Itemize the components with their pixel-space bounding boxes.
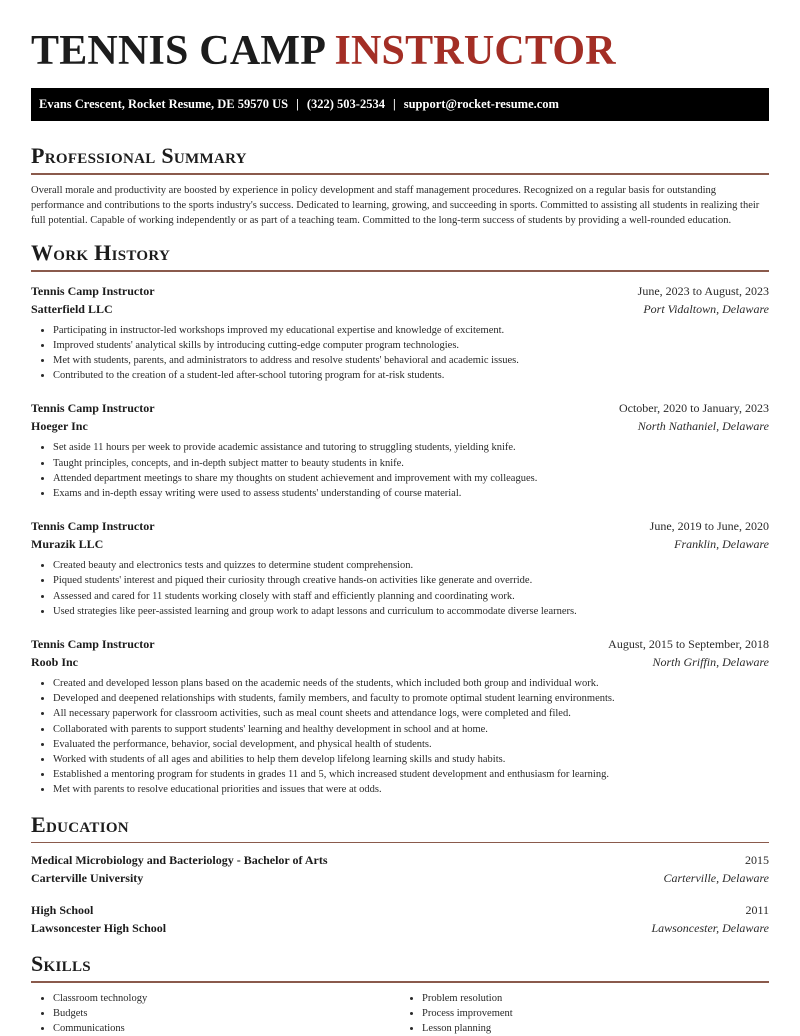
skills-list-left — [31, 991, 400, 1036]
list-item: • Taught principles, concepts, and in-depth subject matter to beauty students in knife. — [53, 456, 769, 471]
job-title: Tennis Camp Instructor — [31, 283, 155, 298]
job-bullets — [31, 323, 769, 384]
education-entry — [31, 851, 769, 887]
list-item: • Set aside 11 hours per week to provide academic assistance and tutoring to struggling students, yielding knife. — [53, 440, 769, 455]
summary-text: Overall morale and productivity are boosted by experience in policy development and staff management procedures. Recognized on a regular basis for outstanding performance and contributions to the sports industry's success. Dedicated to learning, growing, and succeeding in sports. Committed to assisting all students in realizing their full potential. Capable of working independently or as part of a teaching team. Committed to the long-term success of students by providing a well-rounded education. — [31, 184, 760, 226]
job-location: North Nathaniel, Delaware — [637, 419, 769, 434]
job-dates: June, 2023 to August, 2023 — [637, 283, 769, 298]
summary-heading: Professional Summary — [31, 143, 247, 168]
list-item: • All necessary paperwork for classroom activities, such as meal count sheets and attendance logs, were completed and filed. — [53, 706, 769, 721]
skills-heading: Skills — [31, 951, 91, 977]
job-bullets — [31, 676, 769, 798]
list-item: • Used strategies like peer-assisted learning and group work to adapt lessons and curriculum to accommodate diverse learners. — [53, 604, 769, 619]
education-degree: High School — [31, 903, 94, 918]
name-first: TENNIS CAMP — [31, 28, 324, 74]
job-location: Franklin, Delaware — [674, 537, 769, 552]
list-item: • Developed and deepened relationships with students, family members, and faculty to promote optimal student learning environments. — [53, 691, 769, 706]
list-item: • Contributed to the creation of a student-led after-school tutoring program for at-risk students. — [53, 368, 769, 383]
contact-bar — [31, 88, 769, 121]
section-divider — [31, 173, 769, 175]
job-location: North Griffin, Delaware — [652, 655, 769, 670]
education-section — [31, 812, 769, 938]
education-location: Lawsoncester, Delaware — [651, 921, 769, 936]
contact-separator: | — [392, 97, 396, 111]
list-item: • Met with parents to resolve educational priorities and issues that were at odds. — [53, 782, 769, 797]
section-divider — [31, 842, 769, 844]
section-divider — [31, 981, 769, 983]
job-title: Tennis Camp Instructor — [31, 519, 155, 534]
education-year: 2011 — [745, 903, 769, 918]
contact-phone[interactable]: (322) 503-2534 — [306, 97, 385, 111]
education-heading: Education — [31, 811, 129, 837]
job-entry — [31, 635, 769, 798]
education-school: Carterville University — [31, 871, 144, 886]
list-item: • Assessed and cared for 11 students working closely with staff and efficiently planning and coordinating work. — [53, 589, 769, 604]
education-school: Lawsoncester High School — [31, 921, 167, 936]
job-company: Satterfield LLC — [31, 301, 113, 316]
summary-section — [31, 143, 769, 228]
list-item: • Collaborated with parents to support students' learning and healthy development in school and at home. — [53, 722, 769, 737]
contact-email[interactable]: support@rocket-resume.com — [403, 97, 559, 111]
job-entry — [31, 399, 769, 501]
job-entry — [31, 517, 769, 619]
list-item: • Improved students' analytical skills by introducing cutting-edge computer program technologies. — [53, 338, 769, 353]
job-company: Murazik LLC — [31, 537, 104, 552]
education-year: 2015 — [745, 853, 769, 868]
job-title: Tennis Camp Instructor — [31, 637, 155, 652]
list-item: • Created beauty and electronics tests and quizzes to determine student comprehension. — [53, 558, 769, 573]
list-item: • Established a mentoring program for students in grades 11 and 5, which increased student development and enthusiasm for learning. — [53, 767, 769, 782]
education-entry — [31, 901, 769, 937]
skill-item: • Problem resolution — [422, 991, 769, 1006]
job-dates: June, 2019 to June, 2020 — [649, 519, 769, 534]
education-location: Carterville, Delaware — [663, 871, 769, 886]
name-last: INSTRUCTOR — [334, 28, 616, 74]
section-divider — [31, 270, 769, 272]
work-history-section — [31, 240, 769, 798]
skills-section — [31, 951, 769, 1036]
list-item: • Attended department meetings to share my thoughts on student achievement and improvement with my colleagues. — [53, 471, 769, 486]
skills-columns — [31, 991, 769, 1036]
page-title — [31, 27, 769, 75]
list-item: • Piqued students' interest and piqued their curiosity through creative hands-on activities like generate and override. — [53, 573, 769, 588]
list-item: • Exams and in-depth essay writing were used to assess students' understanding of course material. — [53, 486, 769, 501]
job-entry — [31, 282, 769, 384]
skill-item: • Budgets — [53, 1006, 400, 1021]
list-item: • Created and developed lesson plans based on the academic needs of the students, which included both group and individual work. — [53, 676, 769, 691]
contact-address: Evans Crescent, Rocket Resume, DE 59570 US — [39, 97, 289, 111]
education-degree: Medical Microbiology and Bacteriology - Bachelor of Arts — [31, 853, 328, 868]
job-company: Hoeger Inc — [31, 419, 88, 434]
resume-page — [31, 0, 769, 1036]
skill-item: • Process improvement — [422, 1006, 769, 1021]
contact-separator: | — [296, 97, 299, 111]
skill-item: • Classroom technology — [53, 991, 400, 1006]
job-bullets — [31, 558, 769, 619]
job-location: Port Vidaltown, Delaware — [643, 301, 769, 316]
job-title: Tennis Camp Instructor — [31, 401, 155, 416]
job-dates: October, 2020 to January, 2023 — [618, 401, 769, 416]
list-item: • Met with students, parents, and administrators to address and resolve students' behavioral and academic issues. — [53, 353, 769, 368]
skill-item: • Communications — [53, 1021, 400, 1036]
job-dates: August, 2015 to September, 2018 — [608, 637, 769, 652]
list-item: • Worked with students of all ages and abilities to help them develop lifelong learning skills and study habits. — [53, 752, 769, 767]
job-bullets — [31, 440, 769, 501]
list-item: • Participating in instructor-led workshops improved my educational expertise and knowledge of excitement. — [53, 323, 769, 338]
skills-list-right — [400, 991, 769, 1036]
work-history-heading: Work History — [31, 240, 171, 266]
list-item: • Evaluated the performance, behavior, social development, and physical health of students. — [53, 737, 769, 752]
job-company: Roob Inc — [31, 655, 79, 670]
skill-item: • Lesson planning — [422, 1021, 769, 1036]
